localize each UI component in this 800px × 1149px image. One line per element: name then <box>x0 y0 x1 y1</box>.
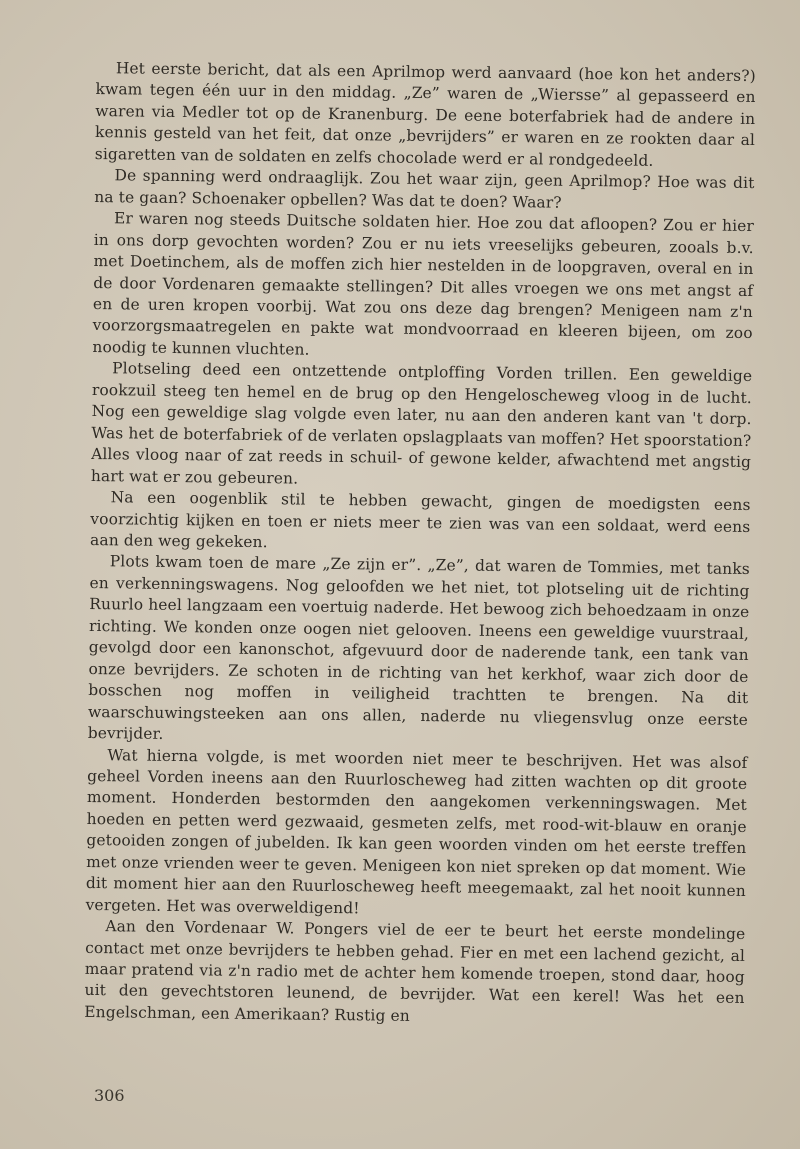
paragraph: Het eerste bericht, dat als een Aprilmop werd aanvaard (hoe kon het anders?) kwam tegen één uur in den middag. „Ze” waren de „Wiersse” al gepasseerd en waren via Medler tot op de Kranenburg. De eene boterfabriek had de andere in kennis gesteld van het feit, dat onze „bevrijders” er waren en ze rookten daar al sigaretten van de soldaten en zelfs chocolade werd er al rondgedeeld. <box>94 59 756 170</box>
paragraph: Plots kwam toen de mare „Ze zijn er”. „Ze”, dat waren de Tommies, met tanks en verkenningswagens. Nog geloofden we het niet, tot plotseling uit de richting Ruurlo heel langzaam een voertuig naderde. Het bewoog zich behoedzaam in onze richting. We konden onze oogen niet gelooven. Ineens een geweldige vuurstraal, gevolgd door een kanonschot, afgevuurd door de naderende tank, een tank van onze bevrijders. Ze schoten in de richting van het kerkhof, waar zich door de bosschen nog moffen in veiligheid trachtten te brengen. Na dit waarschuwingsteeken aan ons allen, naderde nu vliegensvlug onze eerste bevrijder. <box>87 552 750 743</box>
paragraph: Wat hierna volgde, is met woorden niet meer te beschrijven. Het was alsof geheel Vorden ineens aan den Ruurloscheweg had zitten wachten op dit groote moment. Honderden bestormden den aangekomen verkenningswagen. Met hoeden en petten werd gezwaaid, gesmeten zelfs, met rood-wit-blauw en oranje getooiden zongen of jubelden. Ik kan geen woorden vinden om het eerste treffen met onze vrienden weer te geven. Menigeen kon niet spreken op dat moment. Wie dit moment hier aan den Ruurloscheweg heeft meegemaakt, zal het nooit kunnen vergeten. Het was overweldigend! <box>85 745 748 917</box>
paragraph: Na een oogenblik stil te hebben gewacht, gingen de moedigsten eens voorzichtig kijken en toen er niets meer te zien was van een soldaat, werd eens aan den weg gekeken. <box>90 488 751 552</box>
paragraph: Aan den Vordenaar W. Pongers viel de eer te beurt het eerste mondelinge contact met onze bevrijders te hebben gehad. Fier en met een lachend gezicht, al maar pratend via z'n radio met de achter hem komende troepen, stond daar, hoog uit den gevechtstoren leunend, de bevrijder. Wat een kerel! Was het een Engelschman, een Amerikaan? Rustig en <box>84 917 746 1025</box>
body-text <box>84 58 756 1031</box>
page-number: 306 <box>94 1086 125 1105</box>
paragraph: Plotseling deed een ontzettende ontploffing Vorden trillen. Een geweldige rookzuil steeg ten hemel en de brug op den Hengeloscheweg vloog in de lucht. Nog een geweldige slag volgde even later, nu aan den anderen kant van 't dorp. Was het de boterfabriek of de verlaten opslagplaats van moffen? Het spoorstation? Alles vloog naar of zat reeds in schuil- of gewone kelder, afwachtend met angstig hart wat er zou gebeuren. <box>90 359 753 488</box>
paragraph: De spanning werd ondraaglijk. Zou het waar zijn, geen Aprilmop? Hoe was dit na te gaan? Schoenaker opbellen? Was dat te doen? Waar? <box>94 166 755 212</box>
paragraph: Er waren nog steeds Duitsche soldaten hier. Hoe zou dat afloopen? Zou er hier in ons dorp gevochten worden? Zou er nu iets vreeselijks gebeuren, zooals b.v. met Doetinchem, als de moffen zich hier nestelden in de loopgraven, overal en in de door Vordenaren gemaakte stellingen? Dit alles vroegen we ons met angst af en de uren kropen voorbij. Wat zou ons deze dag brengen? Menigeen nam z'n voorzorgsmaatregelen en pakte wat mondvoorraad en kleeren bijeen, om zoo noodig te kunnen vluchten. <box>92 209 755 359</box>
